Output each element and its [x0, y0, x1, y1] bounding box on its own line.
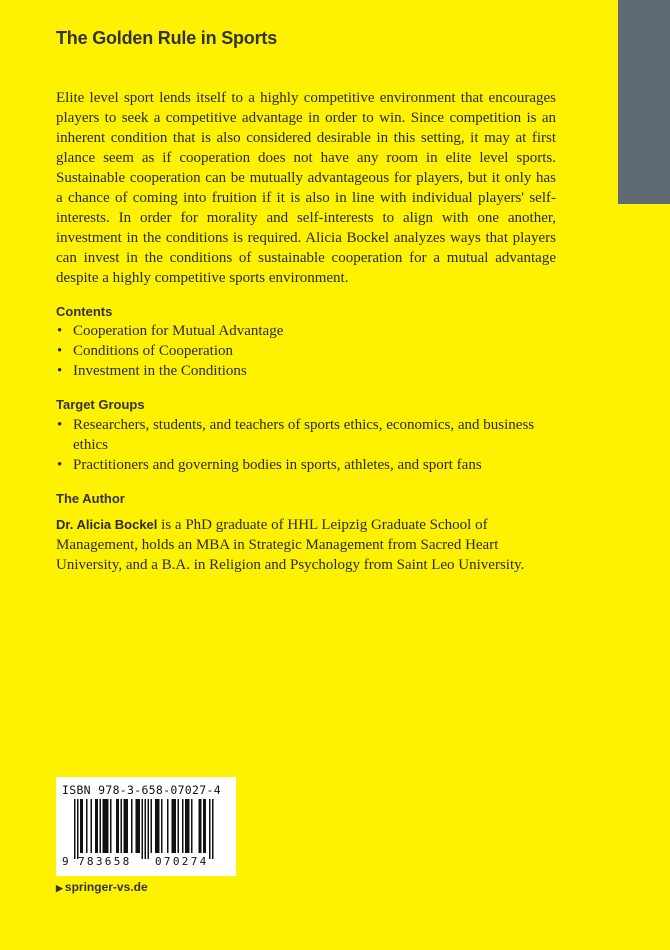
list-item: • Cooperation for Mutual Advantage — [57, 323, 284, 339]
barcode-bar — [191, 799, 193, 853]
barcode-bar — [80, 799, 82, 853]
barcode-bar — [185, 799, 187, 853]
barcode-bar — [212, 799, 214, 859]
barcode-bar — [199, 799, 201, 853]
barcode-bar — [173, 799, 175, 853]
list-item: • Conditions of Cooperation — [57, 343, 233, 359]
barcode-bar — [131, 799, 133, 853]
barcode-bar — [155, 799, 157, 853]
barcode-bar — [116, 799, 118, 853]
barcode-bar — [82, 799, 84, 853]
barcode-bar — [136, 799, 138, 853]
author-name: Dr. Alicia Bockel — [56, 517, 158, 532]
barcode-bar — [200, 799, 202, 853]
barcode-bar — [91, 799, 93, 853]
bullet-icon: • — [57, 343, 63, 359]
barcode-bar — [106, 799, 108, 853]
barcode-bar — [110, 799, 112, 853]
barcode-bar — [203, 799, 205, 853]
barcode-bar — [142, 799, 144, 859]
list-item: • Practitioners and governing bodies in sports, athletes, and sport fans — [57, 457, 482, 473]
target-groups-heading: Target Groups — [56, 397, 145, 412]
barcode-bar — [125, 799, 127, 853]
barcode-bar — [100, 799, 102, 853]
barcode-bar — [77, 799, 79, 859]
barcode-bar — [95, 799, 97, 853]
barcode-bar — [167, 799, 169, 853]
barcode-bar — [158, 799, 160, 853]
author-bio — [56, 515, 556, 575]
barcode-bar — [157, 799, 159, 853]
barcode-bar — [118, 799, 120, 853]
barcode-digits-left: 783658 — [78, 855, 132, 868]
barcode-bar — [124, 799, 126, 853]
author-bio-text: is a PhD graduate of HHL Leipzig Graduate School of Management, holds an MBA in Strategic Management from Sacred Heart University, and a B.A. in Religion and Psychology from Saint Leo University. — [56, 517, 525, 573]
website-link[interactable]: ▶ springer-vs.de — [56, 880, 148, 894]
side-color-tab — [618, 0, 670, 204]
book-title: The Golden Rule in Sports — [56, 28, 278, 48]
barcode-digit-first: 9 — [62, 855, 69, 868]
triangle-right-icon: ▶ — [56, 883, 63, 893]
barcode-bar — [104, 799, 106, 853]
barcode-bar — [178, 799, 180, 853]
list-item: • Investment in the Conditions — [57, 363, 247, 379]
barcode-bar — [86, 799, 88, 853]
isbn-label: ISBN 978-3-658-07027-4 — [62, 783, 221, 797]
barcode-bar — [148, 799, 150, 859]
bullet-icon: • — [57, 323, 63, 339]
barcode-bar — [151, 799, 153, 853]
barcode-bar — [209, 799, 211, 859]
barcode-bar — [188, 799, 190, 853]
author-heading: The Author — [56, 491, 125, 506]
bullet-icon: • — [57, 363, 63, 379]
barcode-bar — [175, 799, 177, 853]
book-description: Elite level sport lends itself to a highly competitive environment that encourages players to seek a competitive advantage in order to win. Since competition is an inherent condition that is also considered desirable in this setting, it may at first glance seem as if cooperation does not have any room in elite level sports. Sustainable cooperation can be mutually advantageous for players, but it only has a chance of coming into fruition if it is also in line with individual players' self-interests. In order for morality and self-interests to align with one another, investment in the conditions is required. Alicia Bockel analyzes ways that players can invest in the conditions of sustainable cooperation for a mutual advantage despite a highly competitive sports environment. — [56, 90, 556, 286]
barcode-bar — [161, 799, 163, 853]
isbn-barcode — [56, 777, 236, 876]
contents-heading: Contents — [56, 304, 113, 319]
barcode-bar — [121, 799, 123, 853]
barcode-bar — [127, 799, 129, 853]
barcode-bar — [103, 799, 105, 853]
barcode-bar — [137, 799, 139, 853]
barcode-bar — [205, 799, 207, 853]
barcode-bar — [97, 799, 99, 853]
barcode-bar — [107, 799, 109, 853]
target-groups-list — [56, 415, 556, 475]
contents-list — [56, 321, 556, 381]
barcode-digits-right: 070274 — [155, 855, 209, 868]
barcode-bar — [145, 799, 147, 859]
bullet-icon: • — [57, 457, 63, 473]
barcode-bar — [139, 799, 141, 853]
list-item: • Researchers, students, and teachers of sports ethics, economics, and business ethics — [57, 417, 535, 453]
barcode-bar — [74, 799, 76, 859]
bullet-icon: • — [57, 417, 63, 433]
barcode-bar — [182, 799, 184, 853]
barcode-bar — [172, 799, 174, 853]
barcode-bar — [187, 799, 189, 853]
